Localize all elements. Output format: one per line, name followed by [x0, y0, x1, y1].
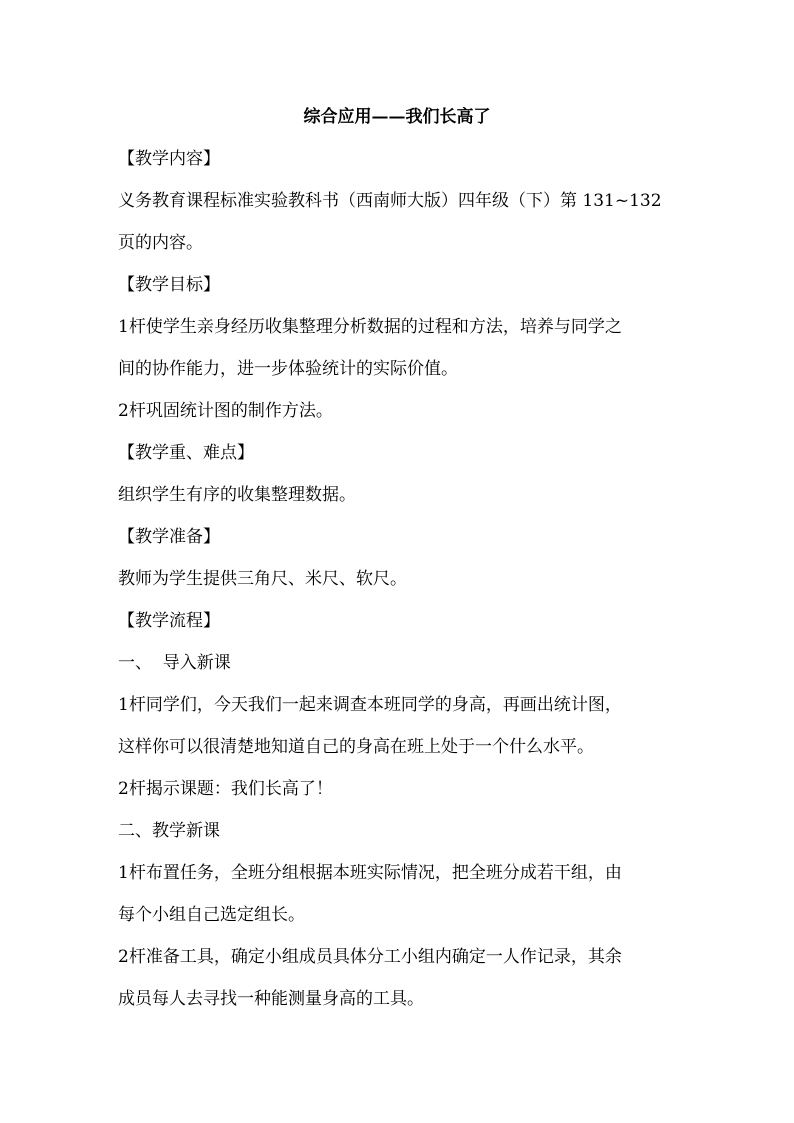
section-heading-content: 【教学内容】 [118, 149, 220, 169]
paragraph-line: 教师为学生提供三角尺、米尺、软尺。 [118, 569, 407, 589]
paragraph-line: 这样你可以很清楚地知道自己的身高在班上处于一个什么水平。 [118, 737, 594, 757]
paragraph-line: 2杆揭示课题：我们长高了！ [118, 779, 333, 799]
section-heading-objectives: 【教学目标】 [118, 275, 220, 295]
section-heading-preparation: 【教学准备】 [118, 527, 220, 547]
paragraph-line: 义务教育课程标准实验教科书（西南师大版）四年级（下）第 131~132 [118, 191, 662, 211]
paragraph-line: 1杆同学们，今天我们一起来调查本班同学的身高，再画出统计图， [118, 695, 622, 715]
document-title: 综合应用——我们长高了 [303, 107, 491, 127]
subsection-heading: 一、 导入新课 [118, 653, 231, 673]
section-heading-key-points: 【教学重、难点】 [118, 443, 254, 463]
paragraph-line: 每个小组自己选定组长。 [118, 905, 305, 925]
paragraph-line: 页的内容。 [118, 233, 203, 253]
section-heading-process: 【教学流程】 [118, 611, 220, 631]
paragraph-line: 2杆巩固统计图的制作方法。 [118, 401, 333, 421]
subsection-heading: 二、教学新课 [118, 821, 220, 841]
paragraph-line: 成员每人去寻找一种能测量身高的工具。 [118, 989, 424, 1009]
paragraph-line: 间的协作能力，进一步体验统计的实际价值。 [118, 359, 458, 379]
paragraph-line: 2杆准备工具，确定小组成员具体分工小组内确定一人作记录，其余 [118, 947, 622, 967]
paragraph-line: 1杆使学生亲身经历收集整理分析数据的过程和方法，培养与同学之 [118, 317, 622, 337]
paragraph-line: 1杆布置任务，全班分组根据本班实际情况，把全班分成若干组，由 [118, 863, 622, 883]
paragraph-line: 组织学生有序的收集整理数据。 [118, 485, 356, 505]
